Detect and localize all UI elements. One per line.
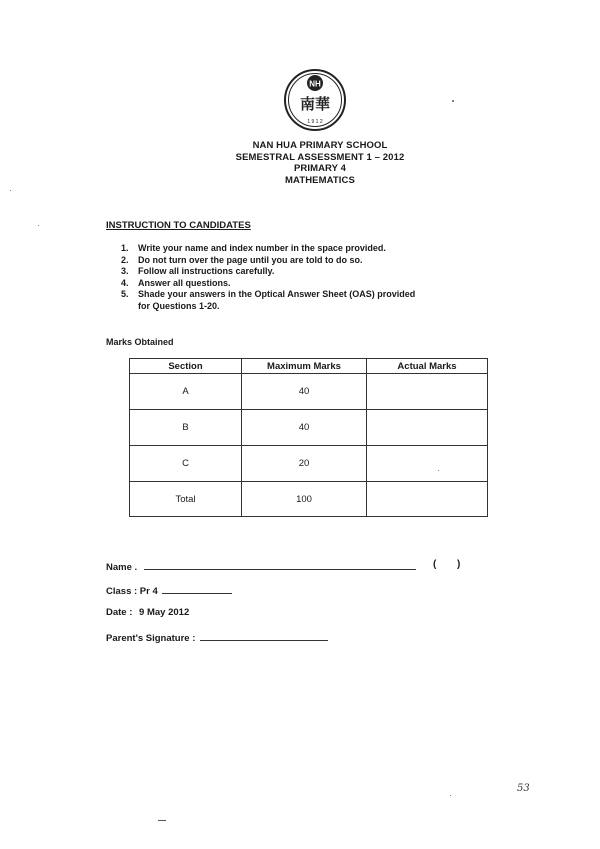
name-line[interactable] — [144, 560, 416, 570]
level-title: PRIMARY 4 — [293, 163, 347, 174]
instruction-item — [121, 255, 415, 267]
school-logo — [283, 68, 347, 132]
date-label: Date : — [106, 607, 133, 618]
max-marks-cell: 20 — [242, 446, 367, 482]
max-marks-cell: 40 — [242, 374, 367, 410]
signature-field — [106, 631, 328, 644]
marks-obtained-title: Marks Obtained — [106, 337, 174, 347]
marks-table-header-row — [130, 359, 488, 374]
scan-speck — [450, 795, 451, 796]
scan-speck — [158, 820, 166, 821]
header-section: Section — [130, 359, 242, 374]
name-label: Name . — [106, 562, 138, 573]
table-row — [130, 446, 488, 482]
name-field — [106, 560, 416, 573]
date-value: 9 May 2012 — [139, 607, 190, 618]
instruction-text: Shade your answers in the Optical Answer Sheet (OAS) provided — [138, 289, 416, 300]
instruction-text: Do not turn over the page until you are told to do so. — [138, 254, 363, 265]
logo-year: 1 9 1 2 — [307, 119, 323, 125]
instruction-number: 1. — [121, 243, 129, 253]
scan-speck — [38, 225, 39, 226]
max-marks-cell: 100 — [242, 482, 367, 517]
school-name: NAN HUA PRIMARY SCHOOL — [252, 140, 388, 151]
table-row — [130, 410, 488, 446]
marks-table — [129, 358, 488, 517]
instruction-number: 5. — [121, 289, 129, 300]
instruction-number: 2. — [121, 254, 129, 265]
page-number: 53 — [517, 783, 530, 794]
instruction-text: for Questions 1-20. — [138, 300, 220, 311]
section-cell: B — [130, 410, 242, 446]
scan-speck — [10, 190, 11, 191]
signature-label: Parent's Signature : — [106, 633, 196, 644]
header-maximum-marks: Maximum Marks — [242, 359, 367, 374]
table-row-total — [130, 482, 488, 517]
class-line[interactable] — [162, 584, 232, 594]
section-cell: A — [130, 374, 242, 410]
instruction-item — [121, 243, 415, 255]
table-row — [130, 374, 488, 410]
exam-header — [0, 140, 600, 186]
actual-marks-cell[interactable] — [367, 482, 488, 517]
signature-line[interactable] — [200, 631, 328, 641]
actual-marks-cell[interactable] — [367, 410, 488, 446]
logo-letters: NH — [309, 79, 321, 89]
section-cell: Total — [130, 482, 242, 517]
instruction-number: 3. — [121, 266, 129, 277]
scan-speck — [438, 470, 439, 471]
instruction-item — [121, 278, 415, 290]
actual-marks-cell[interactable] — [367, 446, 488, 482]
index-close-paren: ) — [457, 559, 461, 570]
instruction-item-continuation — [121, 301, 415, 313]
instruction-item — [121, 289, 415, 301]
instruction-text: Answer all questions. — [138, 277, 231, 288]
instructions-title: INSTRUCTION TO CANDIDATES — [106, 220, 251, 231]
header-actual-marks: Actual Marks — [367, 359, 488, 374]
section-cell: C — [130, 446, 242, 482]
subject-title: MATHEMATICS — [285, 174, 355, 186]
actual-marks-cell[interactable] — [367, 374, 488, 410]
assessment-title: SEMESTRAL ASSESSMENT 1 – 2012 — [235, 151, 405, 163]
instruction-text: Write your name and index number in the space provided. — [138, 243, 386, 253]
instruction-item — [121, 266, 415, 278]
class-field — [106, 584, 232, 597]
class-label: Class : Pr 4 — [106, 586, 158, 597]
max-marks-cell: 40 — [242, 410, 367, 446]
instruction-number: 4. — [121, 277, 129, 288]
index-open-paren: ( — [433, 559, 437, 570]
scan-speck — [452, 100, 454, 102]
instructions-list — [121, 243, 415, 313]
date-field — [106, 607, 189, 618]
logo-chinese-text: 南華 — [299, 95, 331, 113]
instruction-text: Follow all instructions carefully. — [138, 266, 275, 277]
